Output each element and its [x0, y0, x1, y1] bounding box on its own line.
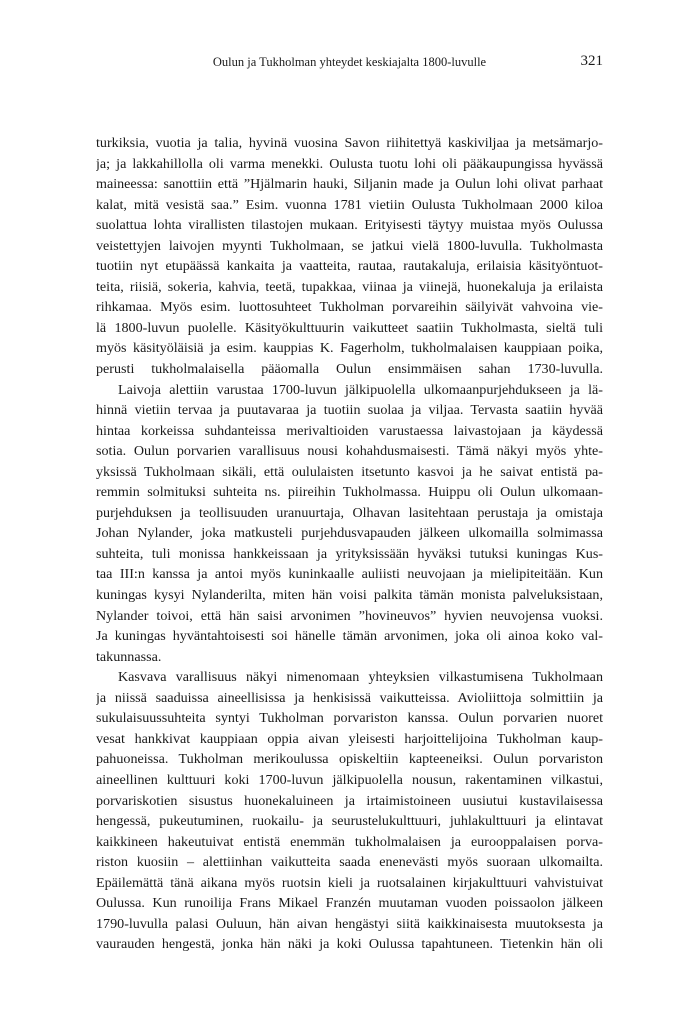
text-line: remmin solmituksi suhteita ns. piireihin Tukholmassa. Huippu oli Oulun ulkomaan-: [96, 484, 603, 501]
text-line: vaurauden hengestä, jonka hän näki ja koki Oulussa tapahtuneen. Tietenkin hän oli: [96, 936, 603, 953]
paragraph-3: [96, 667, 603, 955]
body-text: [96, 133, 603, 955]
text-line: kalat, mitä vesistä saa.” Esim. vuonna 1781 vietiin Oulusta Tukholmaan 2000 kiloa: [96, 196, 603, 213]
text-line: hengessä, pukeutuminen, ruokailu- ja seurustelukulttuuri, juhlakulttuuri ja elintavat: [96, 813, 603, 830]
text-line: sukulaisuussuhteita syntyi Tukholman porvariston kanssa. Oulun porvarien nuoret: [96, 710, 603, 727]
text-line: perusti tukholmalaisella pääomalla Oulun ensimmäisen sahan 1730-luvulla.: [96, 361, 603, 378]
text-line: hintaa korkeissa suhdanteissa merivaltioiden varustaessa laivastojaan ja käydessä: [96, 422, 603, 439]
text-line: myös käsityöläisiä ja esim. kauppias K. Fagerholm, tukholmalaisen kauppiaan poika,: [96, 340, 603, 357]
text-line: Ja kuningas hyväntahtoisesti soi hänelle tämän arvonimen, joka oli ainoa koko val-: [96, 628, 603, 645]
text-line: Laivoja alettiin varustaa 1700-luvun jälkipuolella ulkomaanpurjehdukseen ja lä-: [118, 381, 603, 398]
text-line: rihkamaa. Myös esim. luottosuhteet Tukholman porvareihin säilyivät vahvoina vie-: [96, 299, 603, 316]
text-line: veistettyjen laivojen myynti Tukholmaan, se jatkui vielä 1800-luvulla. Tukholmasta: [96, 237, 603, 254]
paragraph-1: [96, 133, 603, 380]
text-line: sotia. Oulun porvarien varallisuus nousi kohahdusmaisesti. Tämä näkyi myös yhte-: [96, 443, 603, 460]
paragraph-2: [96, 380, 603, 668]
text-line: 1790-luvulla palasi Ouluun, hän aivan hengästyi siitä kaikkinaisesta muutoksesta ja: [96, 915, 603, 932]
text-line: tuotiin nyt etupäässä kankaita ja vaatteita, rautaa, rautakaluja, erilaisia käsityöntuot-: [96, 258, 603, 275]
text-line: yksissä Tukholmaan sikäli, että oululaisten itsetunto kasvoi ja he saivat entistä pa-: [96, 463, 603, 480]
text-line: riston kuosiin – alettiinhan vaikutteita saada enenevästi myös suoraan ulkomailta.: [96, 854, 603, 871]
text-line: turkiksia, vuotia ja talia, hyvinä vuosina Savon riihitettyä kaskiviljaa ja metsämarjo-: [96, 135, 603, 151]
text-line: teita, riisiä, sokeria, kahvia, teetä, tupakkaa, viinaa ja viinejä, huonekaluja ja erilaista: [96, 278, 603, 295]
text-line: Oulussa. Kun runoilija Frans Mikael Franzén muutaman vuoden poissaolon jälkeen: [96, 895, 603, 912]
text-line: suolattua lohta virallisten tilastojen mukaan. Erityisesti täytyy muistaa myös Oulussa: [96, 217, 603, 234]
text-line: takunnassa.: [96, 648, 162, 665]
text-line: Kasvava varallisuus näkyi nimenomaan yhteyksien vilkastumisena Tukholmaan: [118, 669, 603, 686]
text-line: kuningas kysyi Nylanderilta, miten hän voisi palkita tämän monista palveluksistaan,: [96, 587, 603, 604]
running-title: Oulun ja Tukholman yhteydet keskiajalta 1800-luvulle: [212, 55, 487, 69]
text-line: maineessa: sanottiin että ”Hjälmarin hauki, Siljanin made ja Oulun lohi olivat parhaat: [96, 176, 603, 193]
text-line: kaikkineen hakeutuivat entistä enemmän tukholmalaisen ja eurooppalaisen porva-: [96, 833, 603, 850]
running-head: [96, 54, 603, 74]
text-line: vesat hankkivat kauppiaan oppia aivan yleisesti harjoittelijoina Tukholman kaup-: [96, 730, 603, 747]
page-number: 321: [580, 53, 603, 69]
text-line: Epäilemättä tänä aikana myös ruotsin kieli ja ruotsalainen kirjakulttuuri vahvistuivat: [96, 874, 603, 891]
text-line: aineellinen kulttuuri koki 1700-luvun jälkipuolella nousun, rakentaminen vilkastui,: [96, 771, 603, 788]
text-line: lä 1800-luvun puolelle. Käsityökulttuurin vaikutteet saatiin Tukholmasta, sieltä tuli: [96, 319, 603, 336]
text-line: pahuoneissa. Tukholman merikoulussa opiskeltiin kapteeneiksi. Oulun porvariston: [96, 751, 603, 768]
text-line: taa III:n kanssa ja antoi myös kuninkaalle auliisti neuvojaan ja mielipiteitään. Kun: [96, 566, 603, 583]
text-line: porvariskotien sisustus huonekaluineen ja irtaimistoineen uusiutui kustavilaisessa: [96, 792, 603, 809]
text-line: hinnä vietiin tervaa ja puutavaraa ja tuotiin suolaa ja viljaa. Tervasta saatiin hyvää: [96, 402, 603, 419]
text-line: suhteita, tuli monissa hankkeissaan ja yrityksissään hyväksi tutuksi kuningas Kus-: [96, 545, 603, 562]
text-line: ja; ja lakkahillolla oli varma menekki. Oulusta tuotu lohi oli pääkaupungissa hyvässä: [96, 155, 603, 172]
text-line: Nylander toivoi, että hän saisi arvonimen ”hovineuvos” hyvien neuvojensa vuoksi.: [96, 607, 603, 624]
text-line: ja niissä saaduissa aineellisissa ja henkisissä vaikutteissa. Avioliittoja solmittiin ja: [96, 689, 603, 706]
text-line: Johan Nylander, joka matkusteli purjehdusvapauden jälkeen ulkomailla solmimassa: [96, 525, 603, 542]
text-line: purjehduksen ja teollisuuden uranuurtaja, Olhavan lasitehtaan perustaja ja omistaja: [96, 504, 603, 521]
